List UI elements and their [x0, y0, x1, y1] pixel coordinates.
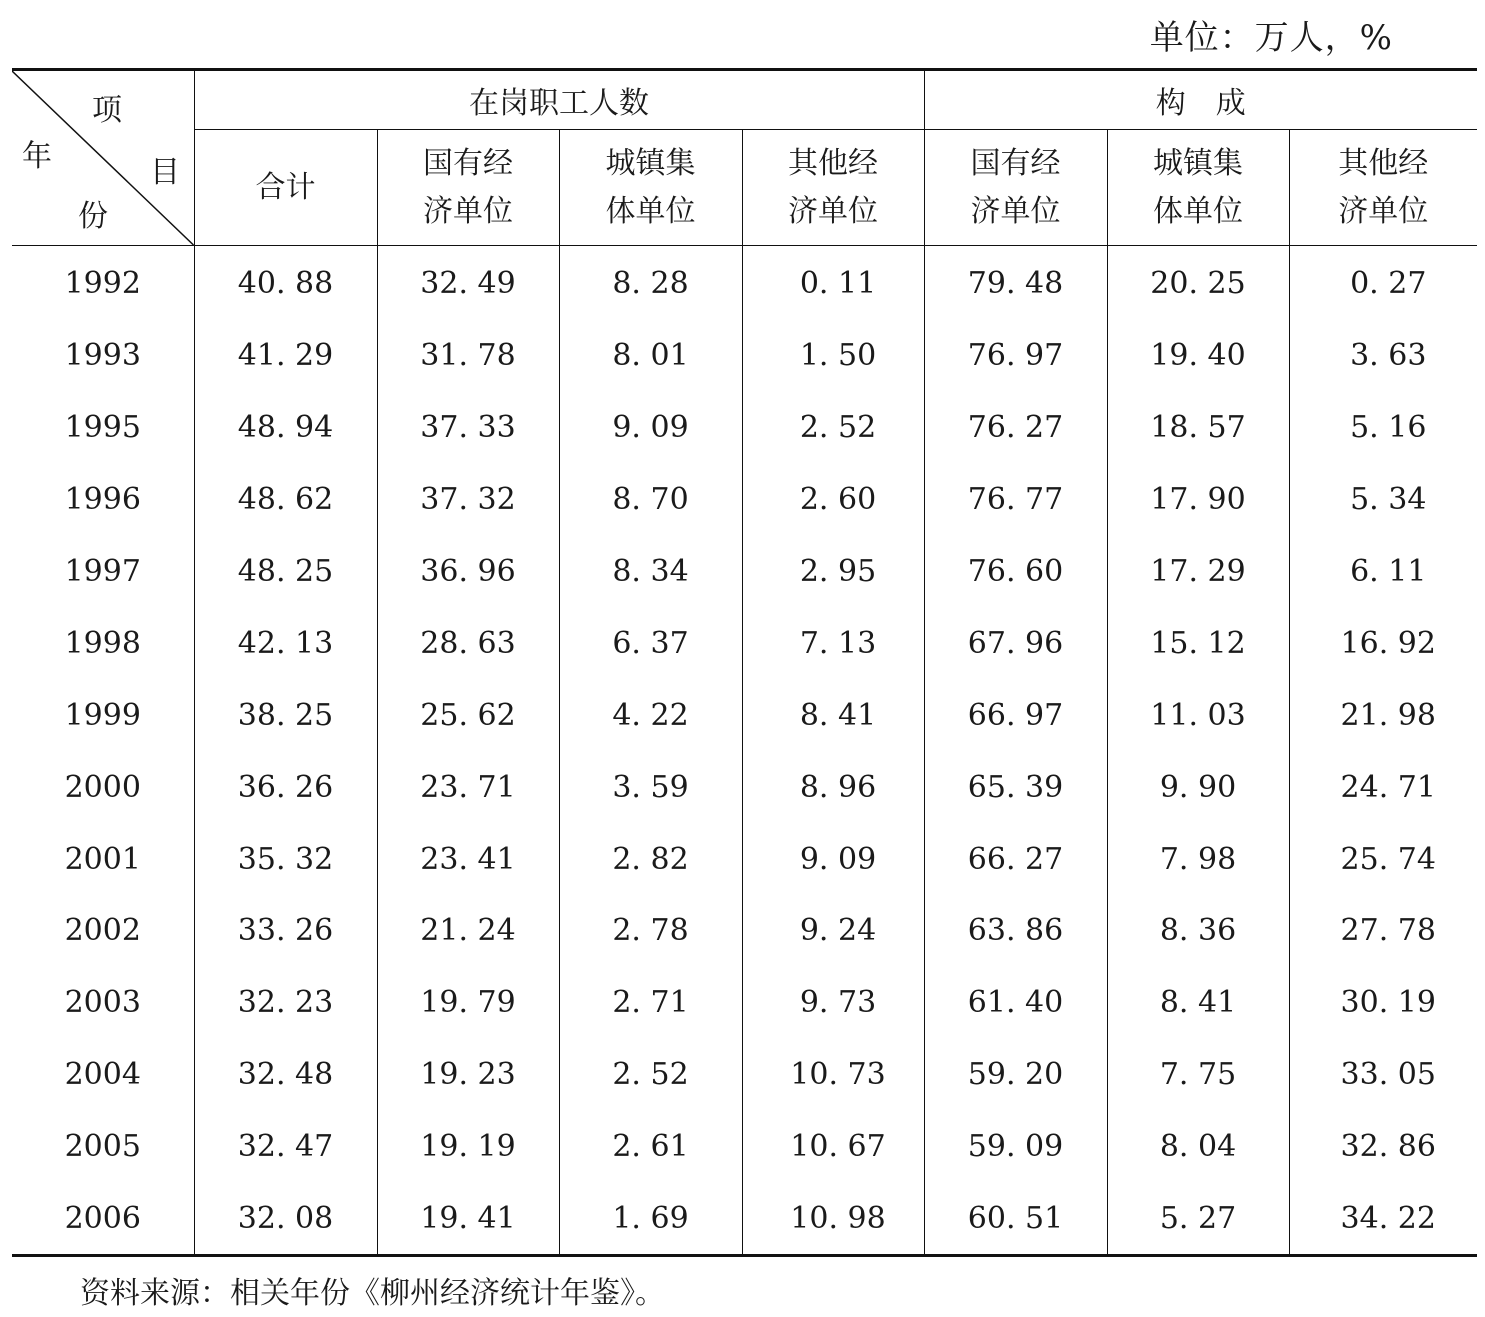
cell-year: 1993 [64, 338, 141, 374]
cell-share-state-owned: 65. 39 [924, 751, 1107, 823]
cell-other: 2. 60 [742, 464, 924, 536]
cell-share-state-owned: 76. 60 [924, 536, 1107, 608]
cell-state-owned: 21. 24 [377, 895, 559, 967]
cell-state-owned: 36. 96 [377, 536, 559, 608]
cell-share-urban-collective: 7. 75 [1107, 1039, 1289, 1111]
cell-share-other: 3. 63 [1289, 320, 1477, 392]
cell-year: 2002 [64, 913, 141, 949]
col-header-total: 合计 [194, 130, 377, 246]
cell-share-other: 24. 71 [1289, 751, 1477, 823]
cell-total: 41. 29 [194, 320, 377, 392]
cell-urban-collective: 8. 28 [559, 246, 742, 320]
cell-share-other: 16. 92 [1289, 607, 1477, 679]
table-row [12, 392, 1477, 464]
cell-urban-collective: 2. 82 [559, 823, 742, 895]
cell-share-state-owned: 61. 40 [924, 967, 1107, 1039]
col-header-line: 其他经 [1338, 145, 1429, 181]
cell-urban-collective: 8. 70 [559, 464, 742, 536]
cell-share-urban-collective: 8. 04 [1107, 1111, 1289, 1183]
col-header-state-owned [377, 130, 559, 246]
cell-share-urban-collective: 15. 12 [1107, 607, 1289, 679]
col-header-line: 其他经 [788, 145, 878, 181]
cell-share-other: 0. 27 [1289, 246, 1477, 320]
cell-total: 32. 23 [194, 967, 377, 1039]
cell-other: 8. 41 [742, 679, 924, 751]
cell-share-urban-collective: 7. 98 [1107, 823, 1289, 895]
corner-year-char1: 年 [22, 139, 52, 174]
table-row [12, 536, 1477, 608]
unit-note: 单位：万人，% [1149, 18, 1393, 58]
corner-item-char2: 目 [150, 155, 180, 190]
col-header-line: 体单位 [1153, 193, 1243, 229]
cell-total: 48. 25 [194, 536, 377, 608]
cell-total: 32. 48 [194, 1039, 377, 1111]
cell-share-urban-collective: 11. 03 [1107, 679, 1289, 751]
table-row [12, 751, 1477, 823]
header-row-columns [12, 130, 1477, 246]
cell-total: 33. 26 [194, 895, 377, 967]
cell-state-owned: 37. 32 [377, 464, 559, 536]
cell-year: 2001 [64, 841, 141, 877]
col-header-share-state-owned [924, 130, 1107, 246]
col-header-share-urban-collective [1107, 130, 1289, 246]
cell-urban-collective: 9. 09 [559, 392, 742, 464]
cell-share-state-owned: 76. 27 [924, 392, 1107, 464]
cell-share-urban-collective: 8. 36 [1107, 895, 1289, 967]
cell-share-state-owned: 66. 27 [924, 823, 1107, 895]
cell-total: 32. 47 [194, 1111, 377, 1183]
cell-year: 1995 [64, 410, 141, 446]
cell-share-urban-collective: 18. 57 [1107, 392, 1289, 464]
cell-share-state-owned: 63. 86 [924, 895, 1107, 967]
cell-year: 2000 [64, 769, 141, 805]
cell-urban-collective: 8. 34 [559, 536, 742, 608]
corner-item-char1: 项 [92, 93, 122, 128]
cell-share-other: 6. 11 [1289, 536, 1477, 608]
cell-year: 2004 [64, 1057, 141, 1093]
table-row [12, 823, 1477, 895]
cell-share-urban-collective: 20. 25 [1107, 246, 1289, 320]
cell-urban-collective: 2. 78 [559, 895, 742, 967]
cell-share-other: 5. 16 [1289, 392, 1477, 464]
cell-share-state-owned: 76. 97 [924, 320, 1107, 392]
table-row [12, 320, 1477, 392]
cell-other: 10. 98 [742, 1183, 924, 1256]
cell-state-owned: 19. 19 [377, 1111, 559, 1183]
col-header-line: 国有经 [970, 145, 1061, 181]
cell-state-owned: 31. 78 [377, 320, 559, 392]
col-header-share-other [1289, 130, 1477, 246]
cell-state-owned: 28. 63 [377, 607, 559, 679]
cell-urban-collective: 3. 59 [559, 751, 742, 823]
table-row [12, 246, 1477, 320]
cell-share-other: 27. 78 [1289, 895, 1477, 967]
cell-urban-collective: 4. 22 [559, 679, 742, 751]
cell-other: 1. 50 [742, 320, 924, 392]
cell-share-other: 5. 34 [1289, 464, 1477, 536]
cell-share-state-owned: 66. 97 [924, 679, 1107, 751]
cell-state-owned: 32. 49 [377, 246, 559, 320]
cell-other: 2. 95 [742, 536, 924, 608]
table-row [12, 1183, 1477, 1256]
table-row [12, 1039, 1477, 1111]
source-note: 资料来源：相关年份《柳州经济统计年鉴》。 [80, 1276, 665, 1311]
col-header-urban-collective [559, 130, 742, 246]
cell-share-state-owned: 67. 96 [924, 607, 1107, 679]
cell-state-owned: 25. 62 [377, 679, 559, 751]
cell-total: 32. 08 [194, 1183, 377, 1256]
cell-other: 8. 96 [742, 751, 924, 823]
cell-year: 1996 [64, 482, 141, 518]
cell-year: 2005 [64, 1129, 141, 1165]
employment-table [12, 68, 1477, 1257]
col-header-line: 济单位 [1338, 193, 1429, 229]
group-composition-header: 构 成 [924, 70, 1477, 130]
corner-year-char2: 份 [78, 199, 108, 234]
cell-other: 0. 11 [742, 246, 924, 320]
cell-year: 1999 [64, 697, 141, 733]
cell-share-urban-collective: 8. 41 [1107, 967, 1289, 1039]
table-row [12, 967, 1477, 1039]
cell-state-owned: 19. 79 [377, 967, 559, 1039]
cell-share-state-owned: 60. 51 [924, 1183, 1107, 1256]
cell-urban-collective: 2. 61 [559, 1111, 742, 1183]
cell-share-other: 32. 86 [1289, 1111, 1477, 1183]
cell-urban-collective: 2. 71 [559, 967, 742, 1039]
cell-total: 38. 25 [194, 679, 377, 751]
cell-share-state-owned: 59. 09 [924, 1111, 1107, 1183]
cell-share-other: 33. 05 [1289, 1039, 1477, 1111]
cell-share-other: 34. 22 [1289, 1183, 1477, 1256]
col-header-line: 城镇集 [1153, 145, 1243, 181]
table-row [12, 895, 1477, 967]
cell-year: 1992 [64, 266, 141, 302]
cell-other: 10. 67 [742, 1111, 924, 1183]
cell-total: 40. 88 [194, 246, 377, 320]
col-header-line: 济单位 [788, 193, 878, 229]
cell-state-owned: 23. 71 [377, 751, 559, 823]
col-header-line: 济单位 [423, 193, 513, 229]
cell-other: 10. 73 [742, 1039, 924, 1111]
col-header-line: 国有经 [423, 145, 513, 181]
cell-urban-collective: 2. 52 [559, 1039, 742, 1111]
cell-year: 2003 [64, 985, 141, 1021]
cell-share-other: 25. 74 [1289, 823, 1477, 895]
table-body [12, 246, 1477, 1256]
cell-other: 9. 73 [742, 967, 924, 1039]
cell-total: 48. 62 [194, 464, 377, 536]
cell-state-owned: 23. 41 [377, 823, 559, 895]
cell-share-other: 21. 98 [1289, 679, 1477, 751]
table-row [12, 679, 1477, 751]
group-employed-header: 在岗职工人数 [194, 70, 924, 130]
cell-share-urban-collective: 19. 40 [1107, 320, 1289, 392]
cell-share-urban-collective: 5. 27 [1107, 1183, 1289, 1256]
table-row [12, 1111, 1477, 1183]
table-row [12, 607, 1477, 679]
cell-other: 9. 09 [742, 823, 924, 895]
cell-other: 2. 52 [742, 392, 924, 464]
cell-urban-collective: 8. 01 [559, 320, 742, 392]
cell-urban-collective: 1. 69 [559, 1183, 742, 1256]
cell-total: 48. 94 [194, 392, 377, 464]
cell-other: 7. 13 [742, 607, 924, 679]
cell-year: 1997 [64, 554, 141, 589]
cell-urban-collective: 6. 37 [559, 607, 742, 679]
cell-total: 42. 13 [194, 607, 377, 679]
cell-share-state-owned: 79. 48 [924, 246, 1107, 320]
cell-share-other: 30. 19 [1289, 967, 1477, 1039]
table-row [12, 464, 1477, 536]
cell-total: 36. 26 [194, 751, 377, 823]
cell-state-owned: 19. 23 [377, 1039, 559, 1111]
cell-share-state-owned: 59. 20 [924, 1039, 1107, 1111]
cell-other: 9. 24 [742, 895, 924, 967]
cell-state-owned: 37. 33 [377, 392, 559, 464]
cell-share-urban-collective: 17. 29 [1107, 536, 1289, 608]
col-header-other [742, 130, 924, 246]
cell-state-owned: 19. 41 [377, 1183, 559, 1256]
corner-header [12, 70, 194, 246]
cell-share-urban-collective: 9. 90 [1107, 751, 1289, 823]
col-header-line: 济单位 [970, 193, 1061, 229]
cell-share-urban-collective: 17. 90 [1107, 464, 1289, 536]
cell-year: 2006 [64, 1201, 141, 1237]
col-header-line: 城镇集 [605, 145, 696, 181]
cell-year: 1998 [64, 625, 141, 661]
col-header-line: 体单位 [605, 193, 696, 229]
cell-share-state-owned: 76. 77 [924, 464, 1107, 536]
header-row-groups [12, 70, 1477, 130]
cell-total: 35. 32 [194, 823, 377, 895]
